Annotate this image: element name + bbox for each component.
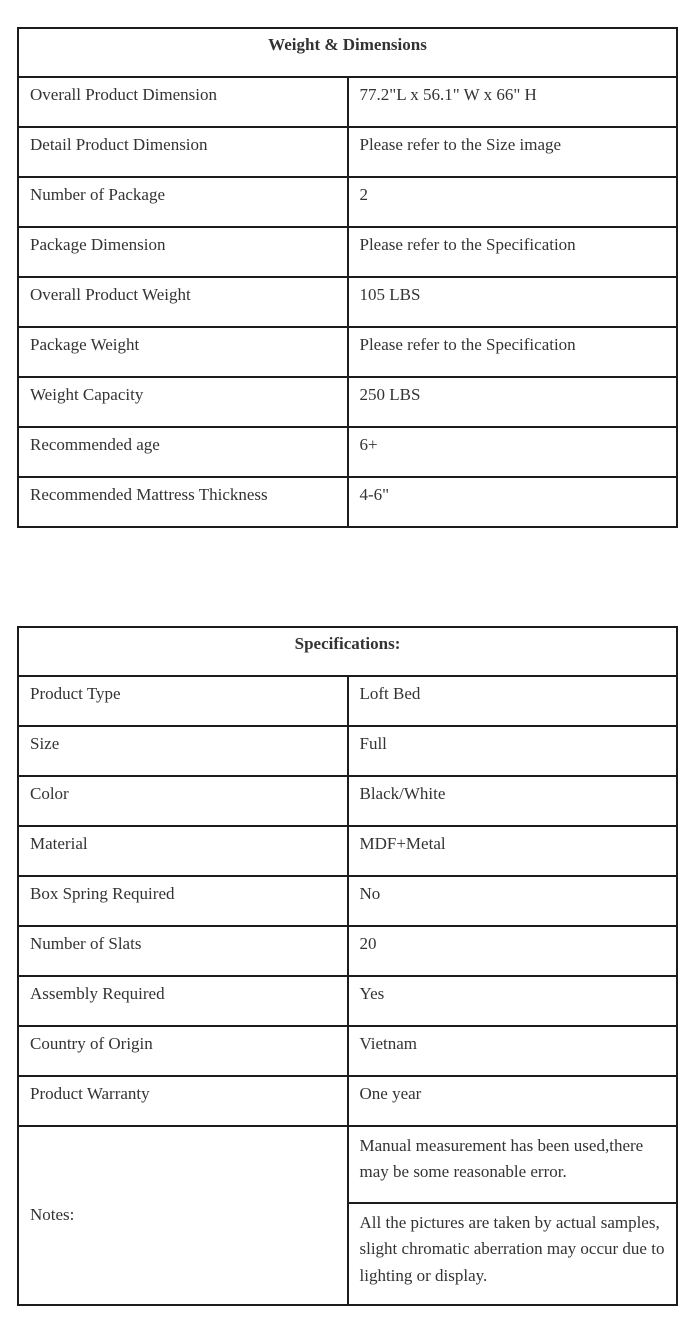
row-value: Please refer to the Specification (348, 227, 678, 277)
table-row (18, 1076, 677, 1126)
table-row (18, 77, 677, 127)
table-row (18, 776, 677, 826)
row-value: Black/White (348, 776, 678, 826)
row-label: Weight Capacity (18, 377, 348, 427)
note-item: All the pictures are taken by actual samples, slight chromatic aberration may occur due to lighting or display. (348, 1203, 678, 1305)
table-row (18, 227, 677, 277)
table-row (18, 477, 677, 527)
weight-dimensions-title: Weight & Dimensions (18, 28, 677, 77)
row-label: Overall Product Weight (18, 277, 348, 327)
table-row (18, 177, 677, 227)
row-label: Recommended Mattress Thickness (18, 477, 348, 527)
row-label: Detail Product Dimension (18, 127, 348, 177)
row-label: Assembly Required (18, 976, 348, 1026)
table-row (18, 427, 677, 477)
row-label: Package Dimension (18, 227, 348, 277)
row-value: One year (348, 1076, 678, 1126)
row-value: 20 (348, 926, 678, 976)
weight-dimensions-table (17, 27, 678, 528)
table-row (18, 1026, 677, 1076)
row-value: MDF+Metal (348, 826, 678, 876)
row-value: Full (348, 726, 678, 776)
table-row (18, 327, 677, 377)
row-value: 250 LBS (348, 377, 678, 427)
row-value: 77.2"L x 56.1" W x 66" H (348, 77, 678, 127)
row-label: Overall Product Dimension (18, 77, 348, 127)
row-value: Vietnam (348, 1026, 678, 1076)
row-value: 4-6" (348, 477, 678, 527)
table-row (18, 676, 677, 726)
notes-label: Notes: (18, 1126, 348, 1305)
row-label: Material (18, 826, 348, 876)
specifications-table (17, 626, 678, 1306)
row-value: 6+ (348, 427, 678, 477)
row-label: Recommended age (18, 427, 348, 477)
row-value: Please refer to the Specification (348, 327, 678, 377)
table-header-row (18, 627, 677, 676)
row-label: Number of Package (18, 177, 348, 227)
table-row (18, 726, 677, 776)
row-label: Country of Origin (18, 1026, 348, 1076)
table-row (18, 826, 677, 876)
table-row (18, 926, 677, 976)
row-value: No (348, 876, 678, 926)
row-label: Color (18, 776, 348, 826)
table-row (18, 277, 677, 327)
row-label: Box Spring Required (18, 876, 348, 926)
notes-row (18, 1126, 677, 1203)
row-value: 2 (348, 177, 678, 227)
row-label: Size (18, 726, 348, 776)
table-row (18, 876, 677, 926)
row-label: Product Type (18, 676, 348, 726)
note-item: Manual measurement has been used,there may be some reasonable error. (348, 1126, 678, 1203)
row-label: Package Weight (18, 327, 348, 377)
row-label: Product Warranty (18, 1076, 348, 1126)
row-value: Please refer to the Size image (348, 127, 678, 177)
specifications-title: Specifications: (18, 627, 677, 676)
row-value: 105 LBS (348, 277, 678, 327)
table-row (18, 377, 677, 427)
row-value: Yes (348, 976, 678, 1026)
row-value: Loft Bed (348, 676, 678, 726)
table-row (18, 127, 677, 177)
table-header-row (18, 28, 677, 77)
row-label: Number of Slats (18, 926, 348, 976)
table-row (18, 976, 677, 1026)
